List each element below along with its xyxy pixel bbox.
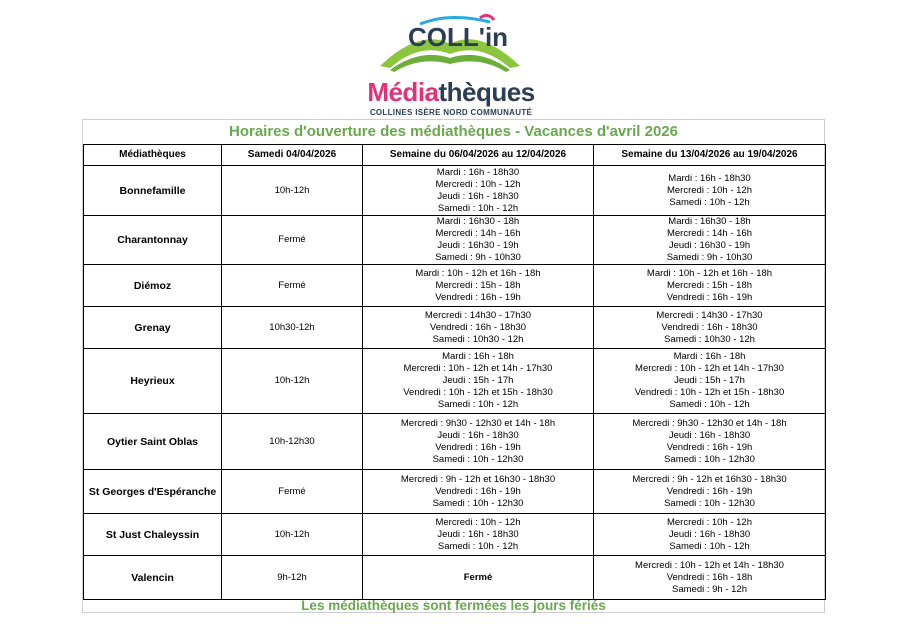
table-row (84, 414, 826, 470)
week2-hours (594, 216, 826, 265)
table-row (84, 166, 826, 216)
saturday-hours: Fermé (222, 216, 363, 265)
saturday-hours: 10h-12h30 (222, 414, 363, 470)
week1-hours (363, 414, 594, 470)
hours-line: Jeudi : 16h30 - 19h (437, 240, 519, 251)
table-row (84, 556, 826, 600)
hours-line: Vendredi : 10h - 12h et 15h - 18h30 (634, 387, 785, 398)
hours-line: Mercredi : 10h - 12h et 14h - 17h30 (635, 363, 784, 374)
hours-line: Samedi : 10h - 12h (669, 196, 750, 208)
hours-line: Mercredi : 10h - 12h (435, 516, 521, 528)
week1-hours (363, 349, 594, 414)
hours-line: Mercredi : 15h - 18h (435, 279, 521, 291)
hours-line: Mercredi : 10h - 12h (666, 184, 752, 196)
saturday-hours: 10h-12h (222, 349, 363, 414)
hours-line: Vendredi : 16h - 19h (435, 485, 521, 497)
hours-line: Jeudi : 16h - 18h30 (437, 429, 519, 441)
document-title: Horaires d'ouverture des médiathèques - Vacances d'avril 2026 (228, 123, 678, 140)
hours-line: Samedi : 9h - 10h30 (435, 252, 521, 263)
hours-line: Jeudi : 16h - 18h30 (668, 528, 751, 540)
hours-line: Mardi : 16h30 - 18h (436, 216, 520, 227)
hours-line: Jeudi : 15h - 17h (442, 375, 514, 386)
hours-line: Mercredi : 14h30 - 17h30 (656, 309, 763, 321)
hours-line: Mardi : 16h - 18h30 (668, 172, 751, 184)
week1-hours (363, 216, 594, 265)
hours-line: Samedi : 10h - 12h (437, 540, 519, 552)
saturday-hours: 10h-12h (222, 514, 363, 556)
column-header: Médiathèques (84, 145, 222, 166)
saturday-hours: Fermé (222, 470, 363, 514)
hours-line: Samedi : 10h - 12h (669, 399, 750, 410)
hours-line: Mercredi : 10h - 12h et 14h - 18h30 (635, 559, 784, 571)
logo-coll-text: COLL'in (408, 22, 509, 52)
column-header: Samedi 04/04/2026 (222, 145, 363, 166)
hours-line: Fermé (463, 571, 493, 583)
hours-line: Samedi : 9h - 10h30 (666, 252, 753, 263)
library-name: Heyrieux (84, 349, 222, 414)
library-name: Charantonnay (84, 216, 222, 265)
hours-line: Samedi : 10h - 12h30 (664, 453, 755, 465)
table-row (84, 470, 826, 514)
hours-line: Jeudi : 16h - 18h30 (437, 190, 519, 202)
hours-line: Samedi : 10h - 12h (437, 202, 519, 214)
hours-line: Jeudi : 15h - 17h (674, 375, 745, 386)
week1-hours (363, 514, 594, 556)
hours-line: Mercredi : 9h - 12h et 16h30 - 18h30 (400, 473, 556, 485)
hours-line: Samedi : 10h - 12h30 (664, 497, 755, 509)
hours-line: Mercredi : 10h - 12h (435, 178, 521, 190)
hours-line: Vendredi : 16h - 19h (666, 441, 753, 453)
week2-hours (594, 470, 826, 514)
library-name: Bonnefamille (84, 166, 222, 216)
hours-line: Jeudi : 16h30 - 19h (668, 240, 751, 251)
hours-line: Jeudi : 16h - 18h30 (668, 429, 751, 441)
column-header: Semaine du 13/04/2026 au 19/04/2026 (594, 145, 826, 166)
logo-graphic (360, 8, 540, 80)
saturday-hours: Fermé (222, 265, 363, 307)
footer-note: Les médiathèques sont fermées les jours fériés (301, 598, 606, 613)
saturday-hours: 10h-12h (222, 166, 363, 216)
week1-hours (363, 470, 594, 514)
week1-hours (363, 166, 594, 216)
hours-line: Mardi : 16h30 - 18h (668, 216, 751, 227)
hours-line: Mercredi : 10h - 12h et 14h - 17h30 (403, 363, 553, 374)
library-name: St Just Chaleyssin (84, 514, 222, 556)
logo-brand-part2: thèques (438, 77, 535, 107)
week2-hours (594, 349, 826, 414)
hours-line: Samedi : 9h - 12h (672, 583, 747, 595)
hours-line: Mardi : 10h - 12h et 16h - 18h (646, 267, 773, 279)
logo-subtitle: COLLINES ISÈRE NORD COMMUNAUTÉ (369, 108, 533, 117)
mediatheques-logo (360, 8, 540, 118)
logo-brand-part1: Média (367, 77, 439, 107)
schedule-table (83, 144, 826, 600)
library-name: Grenay (84, 307, 222, 349)
week1-hours (363, 307, 594, 349)
saturday-hours: 10h30-12h (222, 307, 363, 349)
hours-line: Mardi : 16h - 18h (442, 351, 514, 362)
week2-hours (594, 514, 826, 556)
hours-line: Mercredi : 14h30 - 17h30 (424, 309, 532, 321)
hours-line: Samedi : 10h - 12h (669, 540, 750, 552)
hours-line: Jeudi : 16h - 18h30 (437, 528, 519, 540)
hours-line: Mercredi : 14h - 16h (435, 228, 521, 239)
week1-hours (363, 556, 594, 600)
hours-line: Vendredi : 16h - 18h30 (429, 321, 527, 333)
table-row (84, 265, 826, 307)
week2-hours (594, 556, 826, 600)
week2-hours (594, 166, 826, 216)
table-row (84, 307, 826, 349)
column-header: Semaine du 06/04/2026 au 12/04/2026 (363, 145, 594, 166)
hours-line: Samedi : 10h - 12h30 (432, 453, 524, 465)
table-header-row (84, 145, 826, 166)
hours-line: Samedi : 10h30 - 12h (664, 333, 755, 345)
library-name: Diémoz (84, 265, 222, 307)
table-row (84, 349, 826, 414)
hours-line: Mercredi : 10h - 12h (666, 516, 752, 528)
hours-line: Mardi : 16h - 18h (673, 351, 746, 362)
hours-line: Mardi : 10h - 12h et 16h - 18h (415, 267, 541, 279)
logo-brand (366, 79, 536, 105)
hours-line: Vendredi : 16h - 19h (435, 291, 521, 303)
hours-line: Vendredi : 16h - 19h (435, 441, 521, 453)
hours-line: Mercredi : 14h - 16h (666, 228, 752, 239)
saturday-hours: 9h-12h (222, 556, 363, 600)
library-name: Oytier Saint Oblas (84, 414, 222, 470)
hours-line: Vendredi : 16h - 18h30 (661, 321, 758, 333)
library-name: St Georges d'Espéranche (84, 470, 222, 514)
hours-line: Mercredi : 9h30 - 12h30 et 14h - 18h (400, 417, 556, 429)
week2-hours (594, 414, 826, 470)
hours-line: Mercredi : 9h30 - 12h30 et 14h - 18h (632, 417, 787, 429)
week2-hours (594, 307, 826, 349)
table-row (84, 216, 826, 265)
hours-line: Vendredi : 10h - 12h et 15h - 18h30 (403, 387, 553, 398)
week1-hours (363, 265, 594, 307)
table-row (84, 514, 826, 556)
hours-line: Vendredi : 16h - 19h (666, 485, 753, 497)
week2-hours (594, 265, 826, 307)
hours-line: Samedi : 10h - 12h (437, 399, 519, 410)
library-name: Valencin (84, 556, 222, 600)
hours-line: Samedi : 10h30 - 12h (432, 333, 524, 345)
hours-line: Mercredi : 15h - 18h (666, 279, 752, 291)
hours-line: Mardi : 16h - 18h30 (436, 166, 520, 178)
hours-line: Vendredi : 16h - 19h (666, 291, 753, 303)
hours-line: Samedi : 10h - 12h30 (432, 497, 524, 509)
hours-line: Mercredi : 9h - 12h et 16h30 - 18h30 (632, 473, 787, 485)
hours-line: Vendredi : 16h - 18h (666, 571, 753, 583)
